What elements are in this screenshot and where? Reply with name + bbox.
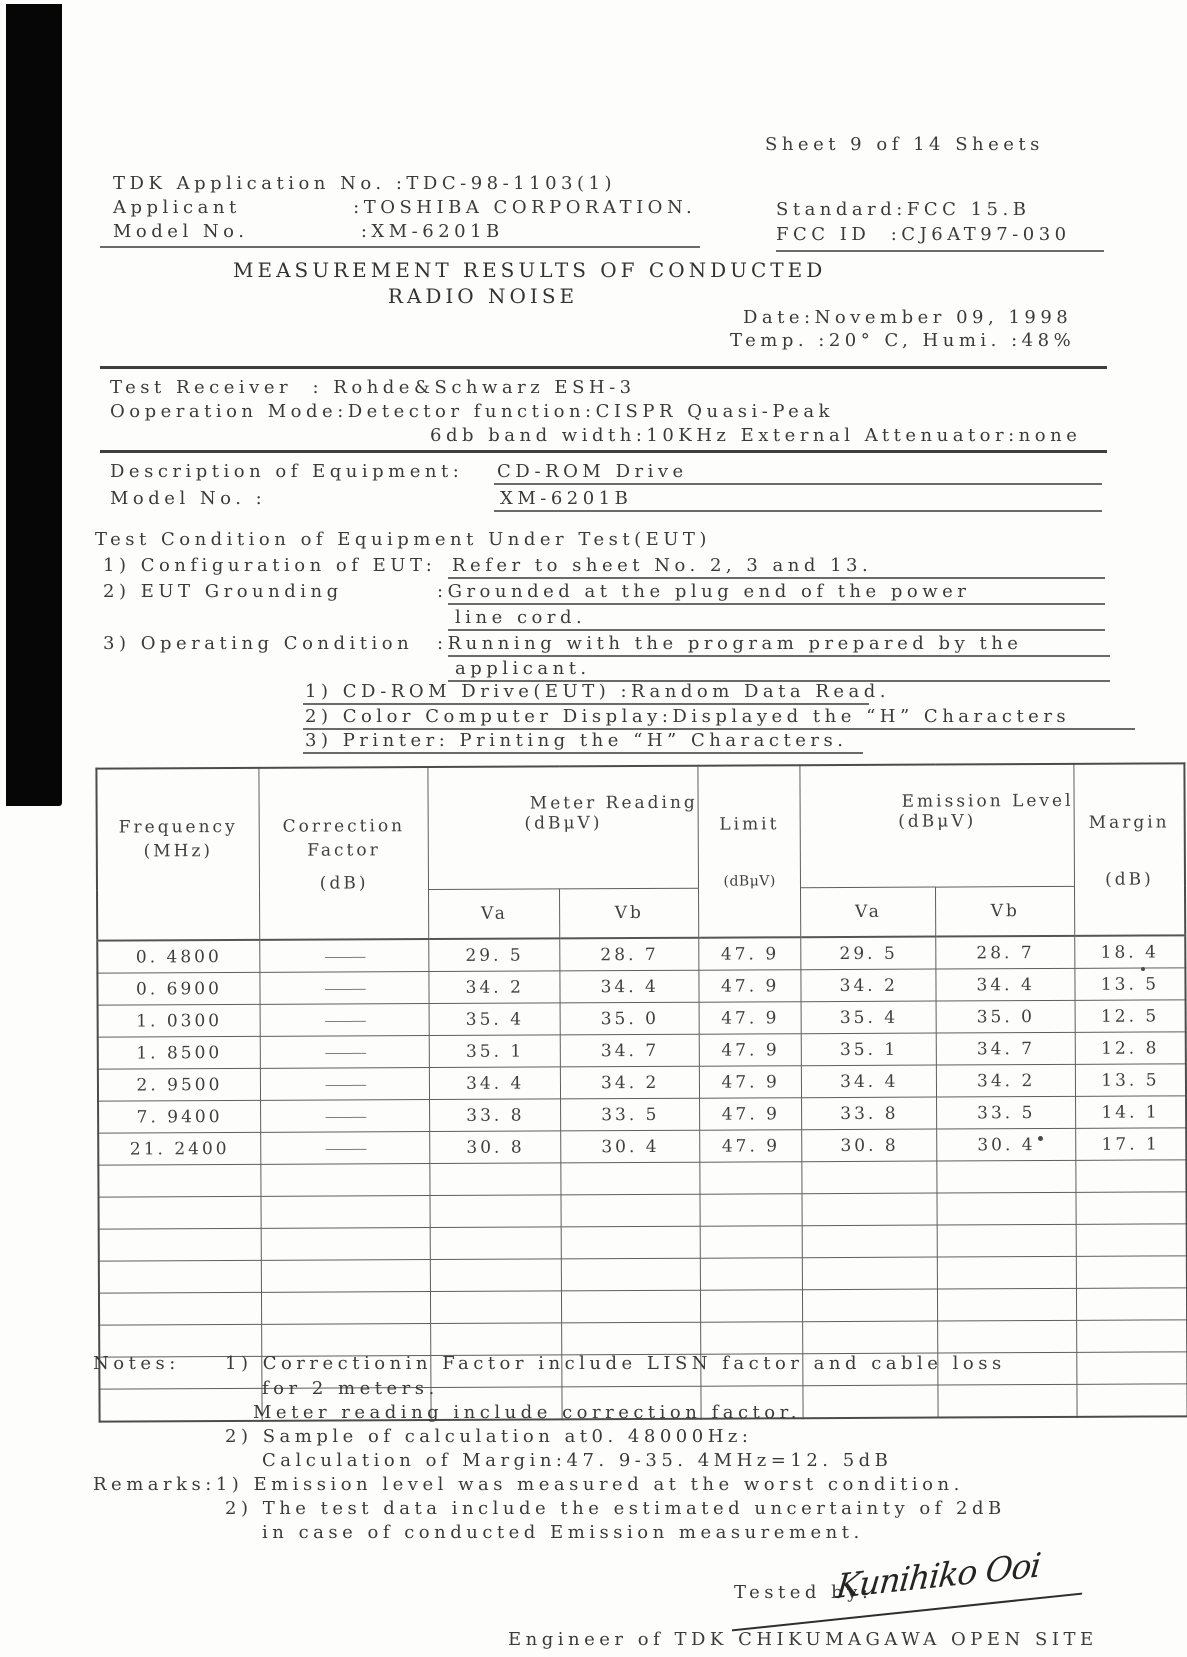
condition2-value2: line cord.	[455, 607, 587, 628]
table-empty-cell	[561, 1226, 700, 1259]
subcol-emission-vb: Vb	[936, 886, 1075, 936]
table-cell: 34. 4	[430, 1067, 561, 1100]
table-empty-cell	[1076, 1192, 1187, 1225]
table-empty-cell	[99, 1388, 262, 1421]
table-empty-cell	[261, 1260, 430, 1293]
table-cell: 1. 0300	[98, 1004, 261, 1037]
table-cell: 47. 9	[700, 1098, 802, 1130]
temp-humidity-line: Temp. :20° C, Humi. :48%	[730, 330, 1076, 351]
scan-edge-artifact	[6, 4, 62, 806]
table-empty-cell	[937, 1160, 1076, 1193]
table-empty-cell	[938, 1320, 1077, 1353]
table-empty-cell	[430, 1227, 561, 1260]
table-cell: 34. 4	[936, 968, 1075, 1001]
table-cell: 29. 5	[801, 937, 936, 970]
table-empty-cell	[1076, 1288, 1187, 1321]
table-cell: ———	[261, 1100, 430, 1133]
note1-line3: Meter reading include correction factor.	[253, 1402, 801, 1423]
table-row	[98, 1000, 1186, 1037]
equipment-desc-underline	[494, 483, 1102, 485]
condition1-underline	[448, 577, 1105, 579]
remarks-line2: 2) The test data include the estimated uncertainty of 2dB	[225, 1498, 1006, 1519]
table-empty-cell	[938, 1256, 1077, 1289]
table-cell: ———	[261, 1132, 430, 1165]
table-empty-cell	[802, 1193, 937, 1226]
notes-label: Notes:	[93, 1353, 180, 1374]
table-cell: 30. 4	[937, 1128, 1076, 1161]
table-cell: 33. 8	[802, 1097, 937, 1130]
table-cell: 34. 7	[937, 1032, 1076, 1065]
table-empty-cell	[99, 1260, 262, 1293]
table-row	[98, 1064, 1186, 1101]
table-empty-cell	[701, 1258, 803, 1290]
table-cell: 30. 8	[430, 1131, 561, 1164]
table-empty-cell	[1077, 1384, 1187, 1417]
table-empty-cell	[1076, 1256, 1187, 1289]
table-empty-cell	[562, 1322, 701, 1355]
model-no-line: Model No. :XM-6201B	[113, 221, 504, 242]
condition-sub3-underline	[303, 752, 863, 754]
table-cell: 13. 5	[1075, 1064, 1186, 1097]
equipment-desc-label: Description of Equipment:	[110, 461, 464, 482]
condition1-label: 1) Configuration of EUT:	[103, 555, 437, 576]
condition2-value1: :Grounded at the plug end of the power	[437, 581, 971, 602]
application-no-line: TDK Application No. :TDC-98-1103(1)	[113, 173, 616, 194]
table-empty-cell	[937, 1192, 1076, 1225]
equipment-desc-value: CD-ROM Drive	[497, 461, 688, 482]
table-empty-row	[99, 1256, 1187, 1293]
table-empty-cell	[99, 1196, 262, 1229]
table-cell: 34. 2	[429, 971, 560, 1004]
remarks-line1: Remarks:1) Emission level was measured at the worst condition.	[93, 1474, 964, 1495]
table-empty-cell	[562, 1258, 701, 1291]
table-row	[97, 968, 1185, 1005]
table-empty-cell	[99, 1228, 262, 1261]
table-cell: 2. 9500	[98, 1068, 261, 1101]
condition-sub3: 3) Printer: Printing the “H” Characters.	[305, 730, 848, 751]
table-empty-cell	[1076, 1160, 1187, 1193]
scan-artifact-dot	[1038, 1136, 1043, 1141]
table-cell: 47. 9	[699, 1002, 801, 1034]
table-cell: 18. 4	[1075, 935, 1186, 968]
table-cell: ———	[260, 972, 429, 1005]
table-empty-cell	[431, 1291, 562, 1324]
table-cell: 35. 0	[560, 1002, 699, 1035]
table-cell: 34. 2	[937, 1064, 1076, 1097]
table-cell: 34. 4	[560, 970, 699, 1003]
table-empty-cell	[700, 1226, 802, 1258]
table-cell: 0. 4800	[97, 940, 260, 973]
table-empty-cell	[431, 1259, 562, 1292]
table-row	[97, 935, 1185, 973]
table-cell: 12. 5	[1075, 1000, 1186, 1033]
table-cell: 47. 9	[699, 937, 801, 970]
table-cell: 47. 9	[700, 1066, 802, 1098]
table-cell: 28. 7	[936, 936, 1075, 969]
condition3-value1: :Running with the program prepared by the	[437, 633, 1023, 654]
table-empty-cell	[261, 1164, 430, 1197]
section-rule-top	[100, 366, 1107, 369]
condition-sub1: 1) CD-ROM Drive(EUT) :Random Data Read.	[305, 681, 891, 702]
table-cell: 29. 5	[429, 938, 560, 971]
condition2-underline2	[448, 629, 1105, 631]
section-rule-bottom	[100, 450, 1107, 453]
subcol-emission-va: Va	[801, 887, 936, 937]
table-cell: 14. 1	[1075, 1096, 1186, 1129]
table-cell: 33. 5	[561, 1098, 700, 1131]
table-empty-cell	[562, 1290, 701, 1323]
note2-line2: Calculation of Margin:47. 9-35. 4MHz=12. 5dB	[262, 1450, 893, 1471]
tested-by-label: Tested by:	[734, 1582, 873, 1603]
table-empty-row	[99, 1192, 1187, 1229]
sheet-number: Sheet 9 of 14 Sheets	[765, 134, 1044, 155]
table-empty-cell	[98, 1164, 261, 1197]
test-receiver-line: Test Receiver : Rohde&Schwarz ESH-3	[110, 377, 636, 398]
table-empty-row	[99, 1224, 1187, 1261]
table-cell: 33. 8	[430, 1099, 561, 1132]
header-underline	[100, 246, 700, 248]
note2-line1: 2) Sample of calculation at0. 48000Hz:	[225, 1426, 753, 1447]
date-line: Date:November 09, 1998	[743, 307, 1073, 328]
table-empty-cell	[1076, 1224, 1187, 1257]
table-cell: 35. 0	[936, 1000, 1075, 1033]
table-cell: 47. 9	[699, 970, 801, 1002]
subcol-meter-va: Va	[429, 889, 560, 939]
col-header-limit: Limit (dBμV)	[698, 765, 801, 937]
table-cell: 34. 2	[561, 1066, 700, 1099]
table-empty-cell	[700, 1194, 802, 1226]
table-empty-cell	[938, 1288, 1077, 1321]
table-cell: 35. 4	[429, 1003, 560, 1036]
table-empty-row	[98, 1160, 1186, 1197]
table-cell: 34. 4	[802, 1065, 937, 1098]
table-empty-cell	[938, 1384, 1077, 1417]
table-cell: 0. 6900	[97, 972, 260, 1005]
table-empty-cell	[430, 1195, 561, 1228]
report-title-line2: RADIO NOISE	[387, 284, 579, 308]
table-empty-cell	[1077, 1320, 1187, 1353]
table-empty-cell	[261, 1292, 430, 1325]
standard-line: Standard:FCC 15.B	[776, 199, 1031, 220]
signature-handwriting: Kunihiko Ooi	[834, 1544, 1043, 1607]
equipment-model-label: Model No. :	[110, 488, 267, 509]
subcol-meter-vb: Vb	[560, 888, 699, 938]
table-empty-cell	[561, 1194, 700, 1227]
table-cell: 47. 9	[700, 1130, 802, 1162]
fcc-id-line: FCC ID :CJ6AT97-030	[776, 224, 1071, 245]
table-empty-row	[99, 1288, 1187, 1325]
table-cell: 13. 5	[1075, 968, 1186, 1001]
condition1-value: Refer to sheet No. 2, 3 and 13.	[452, 555, 873, 576]
table-cell: ———	[260, 1004, 429, 1037]
operation-mode-line: Ooperation Mode:Detector function:CISPR Quasi-Peak	[110, 401, 834, 422]
equipment-model-value: XM-6201B	[500, 488, 633, 509]
table-cell: 35. 4	[801, 1001, 936, 1034]
engineer-line: Engineer of TDK CHIKUMAGAWA OPEN SITE	[508, 1629, 1098, 1650]
table-cell: 47. 9	[699, 1034, 801, 1066]
condition3-value2: applicant.	[455, 658, 591, 679]
condition2-label: 2) EUT Grounding	[103, 581, 343, 602]
table-cell: ———	[260, 939, 430, 972]
table-empty-cell	[803, 1321, 938, 1354]
col-header-margin: Margin (dB)	[1074, 763, 1185, 936]
note1-line1: 1) Correctionin Factor include LISN factor and cable loss	[225, 1353, 1006, 1374]
table-empty-cell	[802, 1225, 937, 1258]
equipment-model-underline	[494, 510, 1102, 512]
table-empty-cell	[700, 1162, 802, 1194]
col-header-meter-reading: Meter Reading (dBμV)	[428, 766, 699, 890]
table-cell: ———	[260, 1036, 429, 1069]
table-empty-cell	[803, 1385, 938, 1418]
table-cell: 17. 1	[1076, 1128, 1187, 1161]
table-empty-cell	[430, 1163, 561, 1196]
measurement-results-table	[95, 762, 1187, 1422]
table-cell: 30. 8	[802, 1129, 937, 1162]
applicant-line: Applicant :TOSHIBA CORPORATION.	[113, 197, 697, 218]
condition2-underline1	[448, 603, 1105, 605]
table-empty-cell	[99, 1292, 262, 1325]
condition3-label: 3) Operating Condition	[103, 633, 414, 654]
table-empty-cell	[261, 1196, 430, 1229]
scan-artifact-dot	[1141, 967, 1145, 971]
table-cell: 12. 8	[1075, 1032, 1186, 1065]
col-header-emission-level: Emission Level (dBμV)	[800, 764, 1074, 888]
remarks-line3: in case of conducted Emission measurement.	[262, 1522, 864, 1543]
table-empty-cell	[938, 1224, 1077, 1257]
fcc-id-underline	[776, 250, 1104, 252]
table-cell: 1. 8500	[98, 1036, 261, 1069]
table-row	[98, 1128, 1186, 1165]
table-empty-cell	[431, 1323, 562, 1356]
table-empty-cell	[1077, 1352, 1187, 1385]
table-cell: 21. 2400	[98, 1132, 261, 1165]
table-cell: 34. 2	[801, 969, 936, 1002]
table-cell: 35. 1	[430, 1035, 561, 1068]
test-condition-heading: Test Condition of Equipment Under Test(EUT)	[95, 529, 711, 550]
table-empty-cell	[803, 1289, 938, 1322]
table-empty-cell	[561, 1162, 700, 1195]
table-empty-cell	[802, 1257, 937, 1290]
table-cell: ———	[260, 1068, 429, 1101]
bandwidth-line: 6db band width:10KHz External Attenuator:none	[430, 425, 1082, 446]
table-empty-cell	[701, 1322, 803, 1354]
table-cell: 28. 7	[560, 938, 699, 971]
table-cell: 33. 5	[937, 1096, 1076, 1129]
report-title-line1: MEASUREMENT RESULTS OF CONDUCTED	[233, 258, 827, 282]
table-empty-cell	[701, 1290, 803, 1322]
note1-line2: for 2 meters.	[262, 1378, 439, 1399]
table-cell: 30. 4	[561, 1130, 700, 1163]
col-header-correction: Correction Factor (dB)	[259, 767, 429, 940]
table-row	[98, 1096, 1186, 1133]
table-cell: 7. 9400	[98, 1100, 261, 1133]
table-cell: 35. 1	[801, 1033, 936, 1066]
table-empty-cell	[261, 1228, 430, 1261]
table-cell: 34. 7	[560, 1034, 699, 1067]
table-row	[98, 1032, 1186, 1069]
col-header-frequency: Frequency (MHz)	[96, 768, 259, 941]
condition-sub2: 2) Color Computer Display:Displayed the “H” Characters	[305, 706, 1071, 727]
table-empty-cell	[802, 1161, 937, 1194]
